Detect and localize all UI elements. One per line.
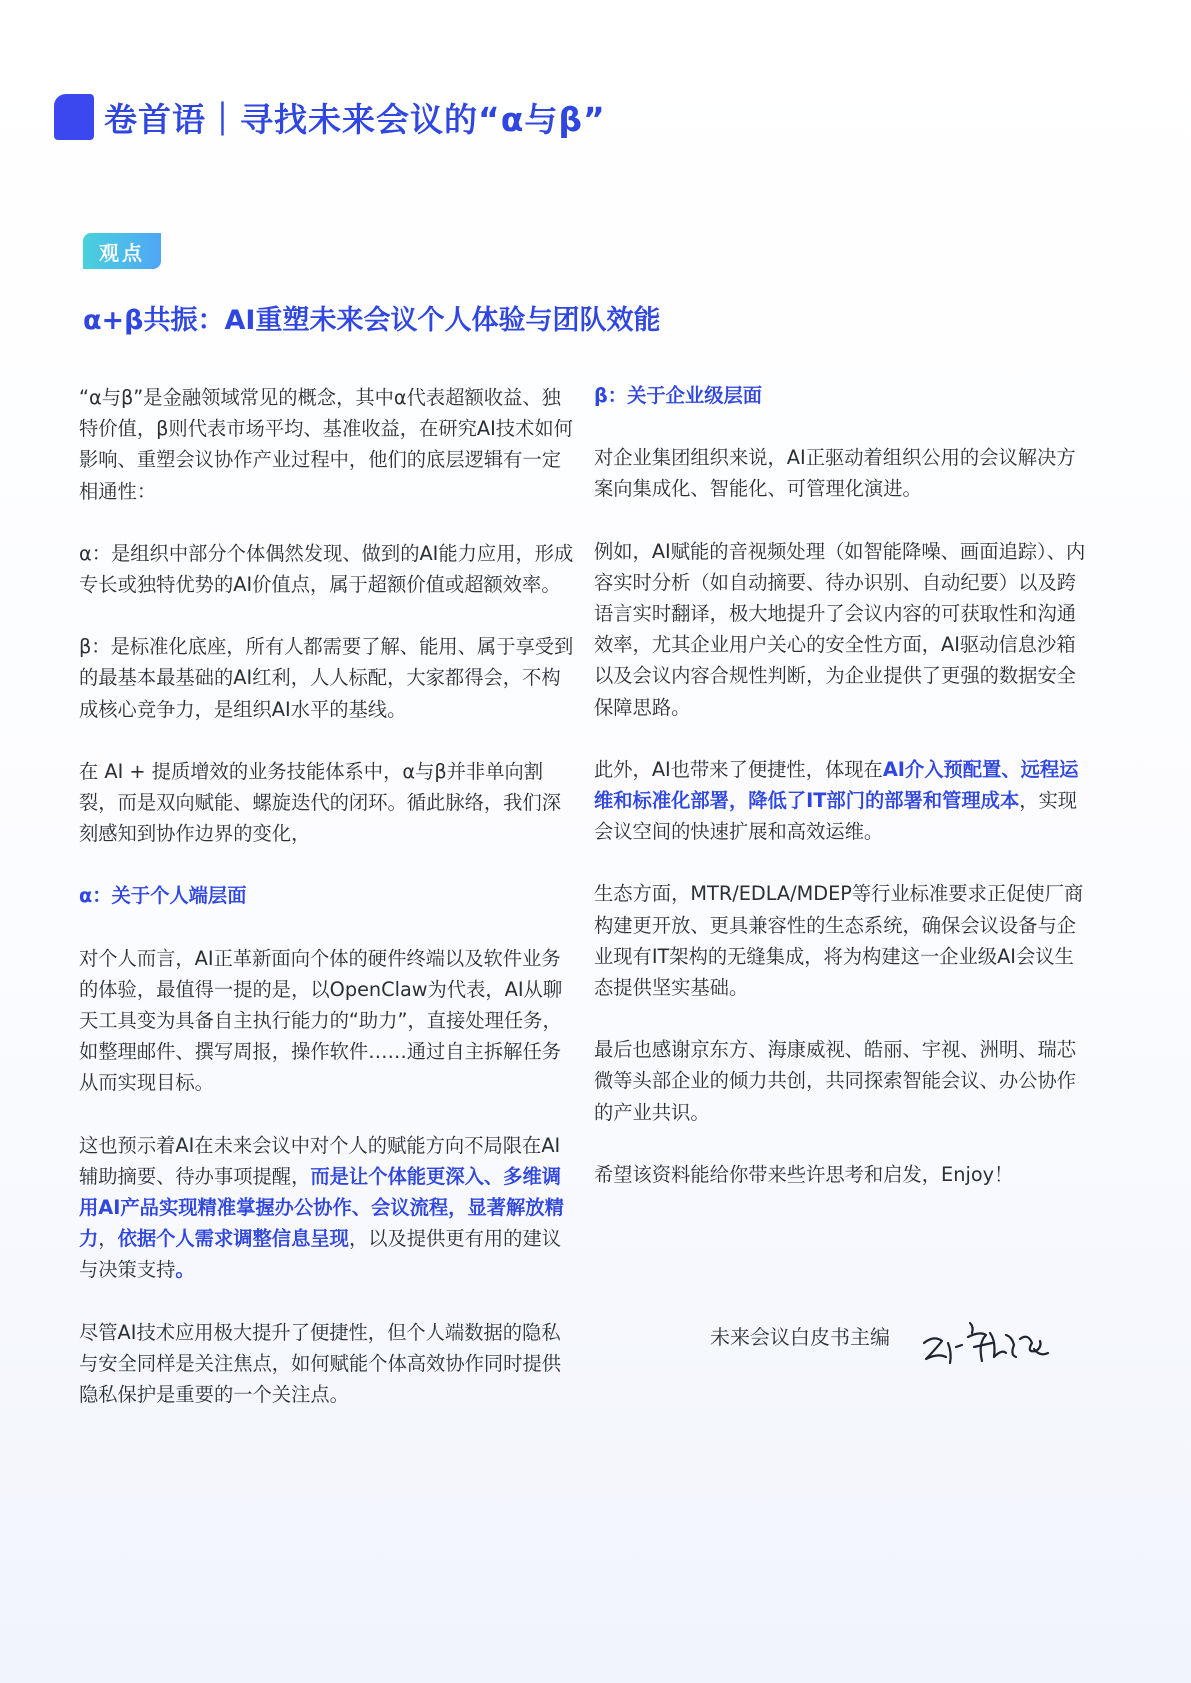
enterprise-paragraph: 对企业集团组织来说，AI正驱动着组织公用的会议解决方案向集成化、智能化、可管理化演进。 [594, 446, 1076, 501]
closing-paragraph: 希望该资料能给你带来些许思考和启发，Enjoy！ [594, 1162, 1014, 1186]
page-title: 卷首语｜寻找未来会议的“α与β” [104, 99, 606, 139]
signer-role: 未来会议白皮书主编 [710, 1325, 890, 1349]
handwritten-signature [916, 1313, 1056, 1373]
text-span: ， [98, 1227, 118, 1251]
example-paragraph: 例如，AI赋能的音视频处理（如智能降噪、画面追踪）、内容实时分析（如自动摘要、待办识别、自动纪要）以及跨语言实时翻译，极大地提升了会议内容的可获取性和沟通效率，尤其企业用户关心的安全性方面，AI驱动信息沙箱以及会议内容合规性判断，为企业提供了更强的数据安全保障思路。 [594, 539, 1086, 719]
highlight-text: 而是让个体能更深入、多维调用AI产品实现精准掌握办公协作、会议流程，显著解放精力 [79, 1164, 564, 1251]
personal-empowerment-paragraph [79, 1130, 575, 1286]
text-span: 这也预示着AI在未来会议中对个人的赋能方向不局限在AI辅助摘要、待办事项提醒， [79, 1133, 561, 1188]
highlight-text: AI介入预配置、远程运维和标准化部署，降低了IT部门的部署和管理成本 [594, 757, 1079, 813]
thanks-paragraph: 最后也感谢京东方、海康威视、皓丽、宇视、洲明、瑞芯微等头部企业的倾力共创，共同探索智能会议、办公协作的产业共识。 [594, 1038, 1077, 1124]
beta-section-heading: β：关于企业级层面 [594, 384, 763, 407]
section-tag: 观点 [83, 233, 161, 269]
right-column [594, 382, 1090, 1221]
text-span: 。 [175, 1258, 195, 1282]
signoff [710, 1313, 1056, 1373]
page-header [54, 94, 606, 140]
highlight-text: 依据个人需求调整信息呈现 [117, 1227, 349, 1251]
alpha-section-heading: α：关于个人端层面 [79, 884, 247, 908]
ecosystem-paragraph: 生态方面，MTR/EDLA/MDEP等行业标准要求正促使厂商构建更开放、更具兼容性的生态系统，确保会议设备与企业现有IT架构的无缝集成，将为构建这一企业级AI会议生态提供坚实基础。 [594, 882, 1084, 1000]
text-span: 此外，AI也带来了便捷性，体现在 [594, 757, 883, 781]
beta-definition: β：是标准化底座，所有人都需要了解、能用、属于享受到的最基本最基础的AI红利，人人标配，大家都得会，不构成核心竞争力，是组织AI水平的基线。 [79, 635, 574, 721]
article-subtitle: α+β共振：AI重塑未来会议个人体验与团队效能 [83, 305, 661, 336]
text-span: ，实现会议空间的快速扩展和高效运维。 [594, 789, 1078, 844]
loop-paragraph: 在 AI + 提质增效的业务技能体系中，α与β并非单向割裂，而是双向赋能、螺旋迭代的闭环。循此脉络，我们深刻感知到协作边界的变化， [79, 759, 562, 846]
intro-paragraph: “α与β”是金融领域常见的概念，其中α代表超额收益、独特价值，β则代表市场平均、基准收益，在研究AI技术如何影响、重塑会议协作产业过程中，他们的底层逻辑有一定相通性： [79, 386, 573, 503]
alpha-definition: α：是组织中部分个体偶然发现、做到的AI能力应用，形成专长或独特优势的AI价值点，属于超额价值或超额效率。 [79, 541, 574, 597]
convenience-paragraph [594, 754, 1090, 848]
text-span: ，以及提供更有用的建议与决策支持 [79, 1227, 562, 1282]
left-column [79, 382, 575, 1441]
header-accent-block [54, 94, 94, 140]
privacy-paragraph: 尽管AI技术应用极大提升了便捷性，但个人端数据的隐私与安全同样是关注焦点，如何赋能个体高效协作同时提供隐私保护是重要的一个关注点。 [79, 1320, 562, 1407]
personal-paragraph: 对个人而言，AI正革新面向个体的硬件终端以及软件业务的体验，最值得一提的是，以OpenClaw为代表，AI从聊天工具变为具备自主执行能力的“助力”，直接处理任务，如整理邮件、撰写周报，操作软件……通过自主拆解任务从而实现目标。 [79, 946, 563, 1095]
